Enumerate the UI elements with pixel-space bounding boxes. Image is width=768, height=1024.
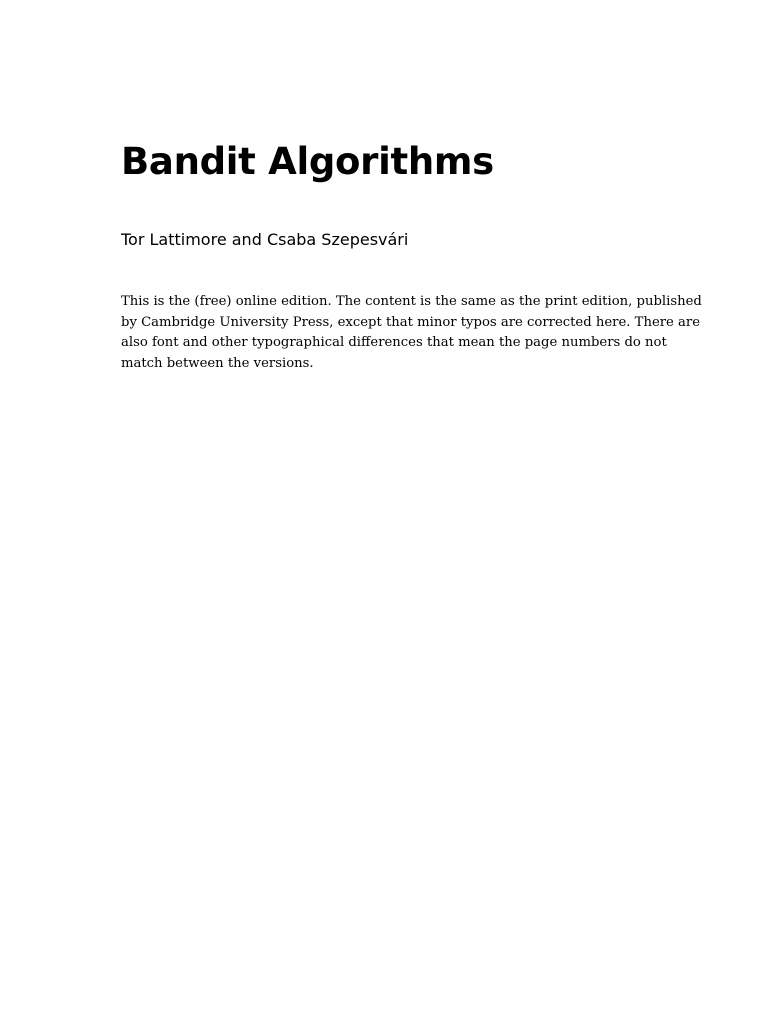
notice-line: also font and other typographical differences that mean the page numbers do not: [121, 335, 667, 351]
notice-line: by Cambridge University Press, except that minor typos are corrected here. There are: [121, 314, 701, 330]
notice-line: This is the (free) online edition. The content is the same as the print edition, published: [121, 294, 702, 309]
notice-line: match between the versions.: [121, 355, 314, 371]
book-title: Bandit Algorithms: [121, 140, 494, 183]
book-authors: Tor Lattimore and Csaba Szepesvári: [121, 230, 409, 249]
edition-notice: [121, 292, 702, 374]
